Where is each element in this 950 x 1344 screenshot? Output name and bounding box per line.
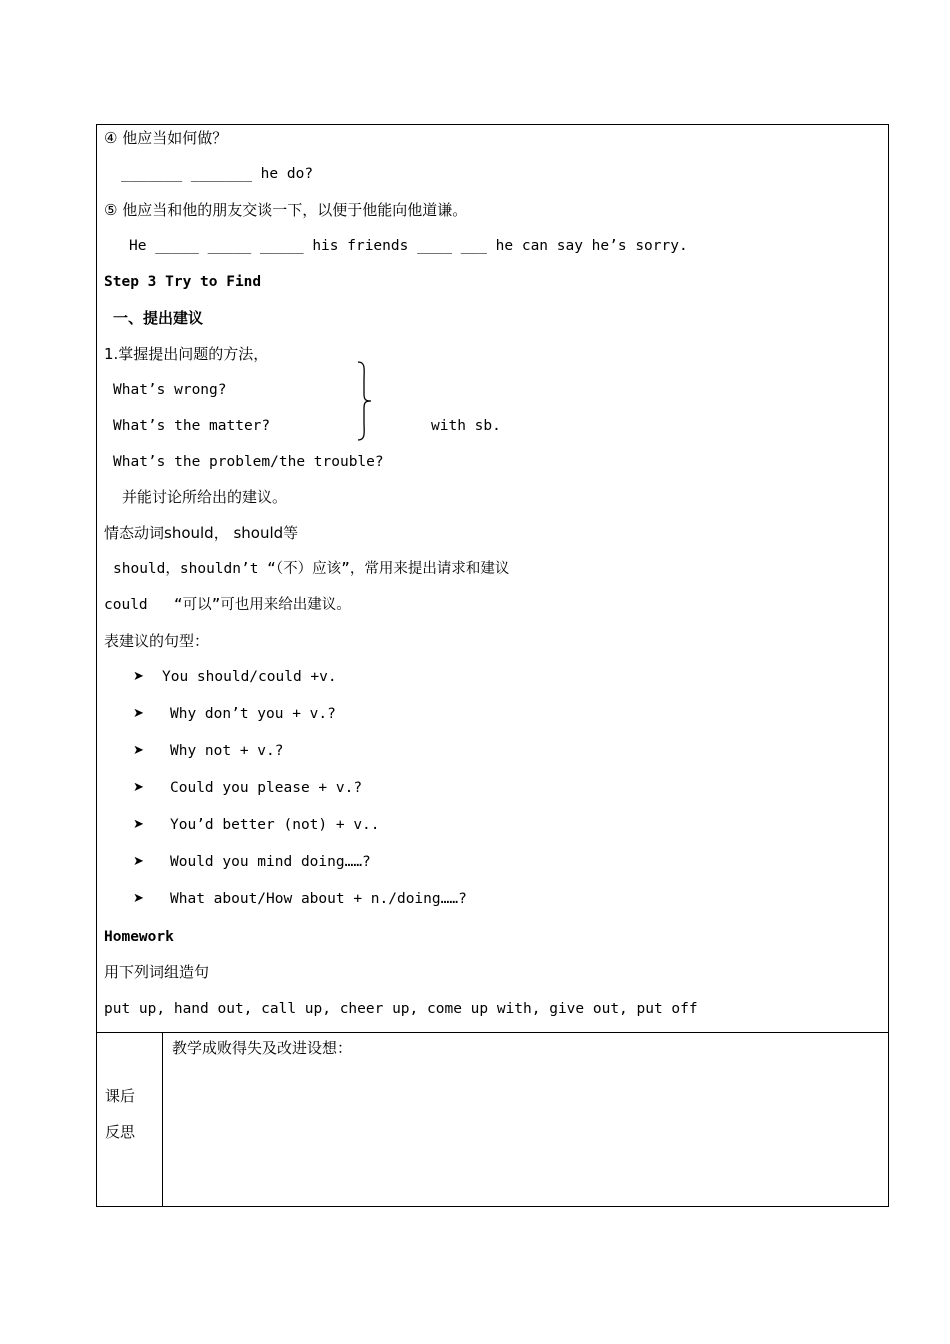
column-divider — [162, 1032, 163, 1207]
question-form: What’s the matter? — [113, 418, 271, 434]
step3-heading: Step 3 Try to Find — [104, 274, 262, 290]
reflection-label: 课后 — [105, 1087, 136, 1105]
question-form: What’s wrong? — [113, 382, 227, 398]
q5-prompt: ⑤ 他应当和他的朋友交谈一下，以便于他能向他道谦。 — [104, 201, 468, 219]
with-sb-text: with sb. — [431, 418, 501, 434]
arrowhead-bullet-icon: ➤ — [133, 817, 144, 832]
section1-heading: 一、提出建议 — [113, 309, 204, 327]
q4-answer-blank: _______ _______ he do? — [121, 166, 314, 182]
q4-prompt: ④ 他应当如何做？ — [104, 129, 228, 147]
item1-text: 1.掌握提出问题的方法， — [104, 345, 269, 363]
homework-phrases: put up, hand out, call up, cheer up, come up with, give out, put off — [104, 1001, 698, 1017]
pattern-item: You’d better (not) + v.. — [170, 817, 380, 833]
pattern-item: Would you mind doing……? — [170, 854, 371, 870]
arrowhead-bullet-icon: ➤ — [133, 891, 144, 906]
reflection-prompt: 教学成败得失及改进设想： — [172, 1039, 353, 1057]
should-line: should，shouldn’t “（不）应该”，常用来提出请求和建议 — [113, 561, 510, 577]
q5-answer-blank: He _____ _____ _____ his friends ____ ___ he can say he’s sorry. — [129, 238, 688, 254]
homework-heading: Homework — [104, 929, 174, 945]
reflection-label: 反思 — [105, 1123, 136, 1141]
pattern-item: Could you please + v.? — [170, 780, 363, 796]
question-form: What’s the problem/the trouble? — [113, 454, 384, 470]
arrowhead-bullet-icon: ➤ — [133, 854, 144, 869]
arrowhead-bullet-icon: ➤ — [133, 780, 144, 795]
arrowhead-bullet-icon: ➤ — [133, 706, 144, 721]
pattern-item: Why not + v.? — [170, 743, 284, 759]
pattern-item: You should/could +v. — [162, 669, 337, 685]
modal-verbs-line: 情态动词should， should等 — [104, 524, 299, 542]
row-divider — [96, 1032, 889, 1033]
pattern-item: Why don’t you + v.? — [170, 706, 336, 722]
discuss-line: 并能讨论所给出的建议。 — [122, 488, 288, 506]
curly-brace-icon — [352, 360, 376, 442]
patterns-heading: 表建议的句型： — [104, 632, 210, 650]
homework-instruction: 用下列词组造句 — [104, 963, 210, 981]
arrowhead-bullet-icon: ➤ — [133, 669, 144, 684]
could-line: could “可以”可也用来给出建议。 — [104, 597, 351, 613]
arrowhead-bullet-icon: ➤ — [133, 743, 144, 758]
pattern-item: What about/How about + n./doing……? — [170, 891, 467, 907]
